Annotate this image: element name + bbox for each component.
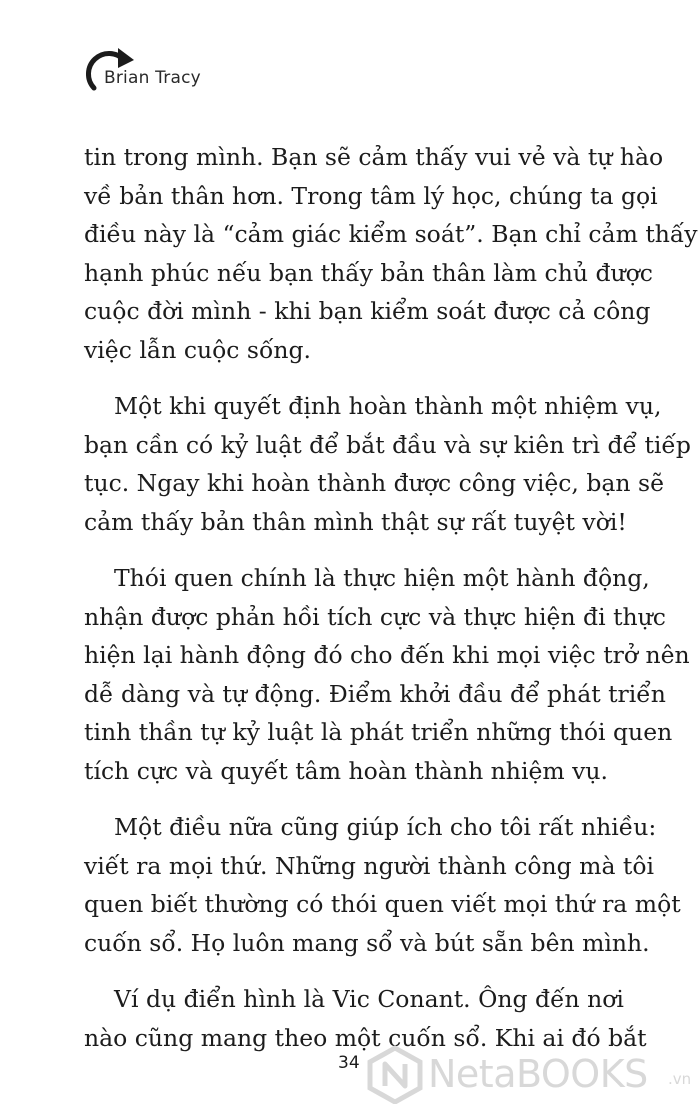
body-text — [84, 138, 698, 1075]
text-line: quen biết thường có thói quen viết mọi thứ ra một — [84, 890, 681, 918]
text-line: nào cũng mang theo một cuốn sổ. Khi ai đó bắt — [84, 1023, 647, 1052]
text-line: Một điều nữa cũng giúp ích cho tôi rất nhiều: — [114, 813, 657, 841]
paragraph — [84, 559, 690, 790]
text-line: việc lẫn cuộc sống. — [84, 335, 312, 364]
running-header — [74, 38, 274, 98]
text-line: hiện lại hành động đó cho đến khi mọi việc trở nên — [84, 641, 690, 669]
text-line: cuộc đời mình - khi bạn kiểm soát được cả công — [84, 297, 651, 325]
text-line: cảm thấy bản thân mình thật sự rất tuyệt vời! — [84, 507, 627, 536]
paragraph — [84, 387, 691, 541]
paragraph — [84, 808, 684, 962]
text-line: điều này là “cảm giác kiểm soát”. Bạn chỉ cảm thấy — [84, 220, 698, 248]
text-line: tinh thần tự kỷ luật là phát triển những thói quen — [84, 718, 673, 746]
text-line: dễ dàng và tự động. Điểm khởi đầu để phát triển — [84, 679, 666, 708]
text-line: tục. Ngay khi hoàn thành được công việc, bạn sẽ — [84, 469, 664, 497]
text-line: viết ra mọi thứ. Những người thành công mà tôi — [84, 851, 655, 880]
publisher-watermark — [366, 1044, 696, 1104]
text-line: Một khi quyết định hoàn thành một nhiệm vụ, — [114, 392, 662, 420]
paragraph — [84, 138, 698, 369]
text-line: tin trong mình. Bạn sẽ cảm thấy vui vẻ và tự hào — [84, 143, 664, 171]
page-number: 34 — [338, 1053, 360, 1073]
author-name: Brian Tracy — [104, 68, 201, 88]
text-line: về bản thân hơn. Trong tâm lý học, chúng ta gọi — [84, 181, 658, 210]
text-line: tích cực và quyết tâm hoàn thành nhiệm vụ. — [84, 756, 608, 785]
watermark-text: NetaBOOKS — [428, 1052, 648, 1096]
text-line: Thói quen chính là thực hiện một hành động, — [114, 564, 650, 592]
watermark-suffix: .vn — [668, 1070, 692, 1088]
text-line: nhận được phản hồi tích cực và thực hiện đi thực — [84, 602, 666, 631]
text-line: hạnh phúc nếu bạn thấy bản thân làm chủ được — [84, 258, 653, 287]
netabooks-logo-icon — [366, 1044, 424, 1104]
text-line: bạn cần có kỷ luật để bắt đầu và sự kiên trì để tiếp — [84, 430, 691, 459]
text-line: Ví dụ điển hình là Vic Conant. Ông đến nơi — [114, 985, 624, 1013]
text-line: cuốn sổ. Họ luôn mang sổ và bút sẵn bên mình. — [84, 928, 650, 957]
